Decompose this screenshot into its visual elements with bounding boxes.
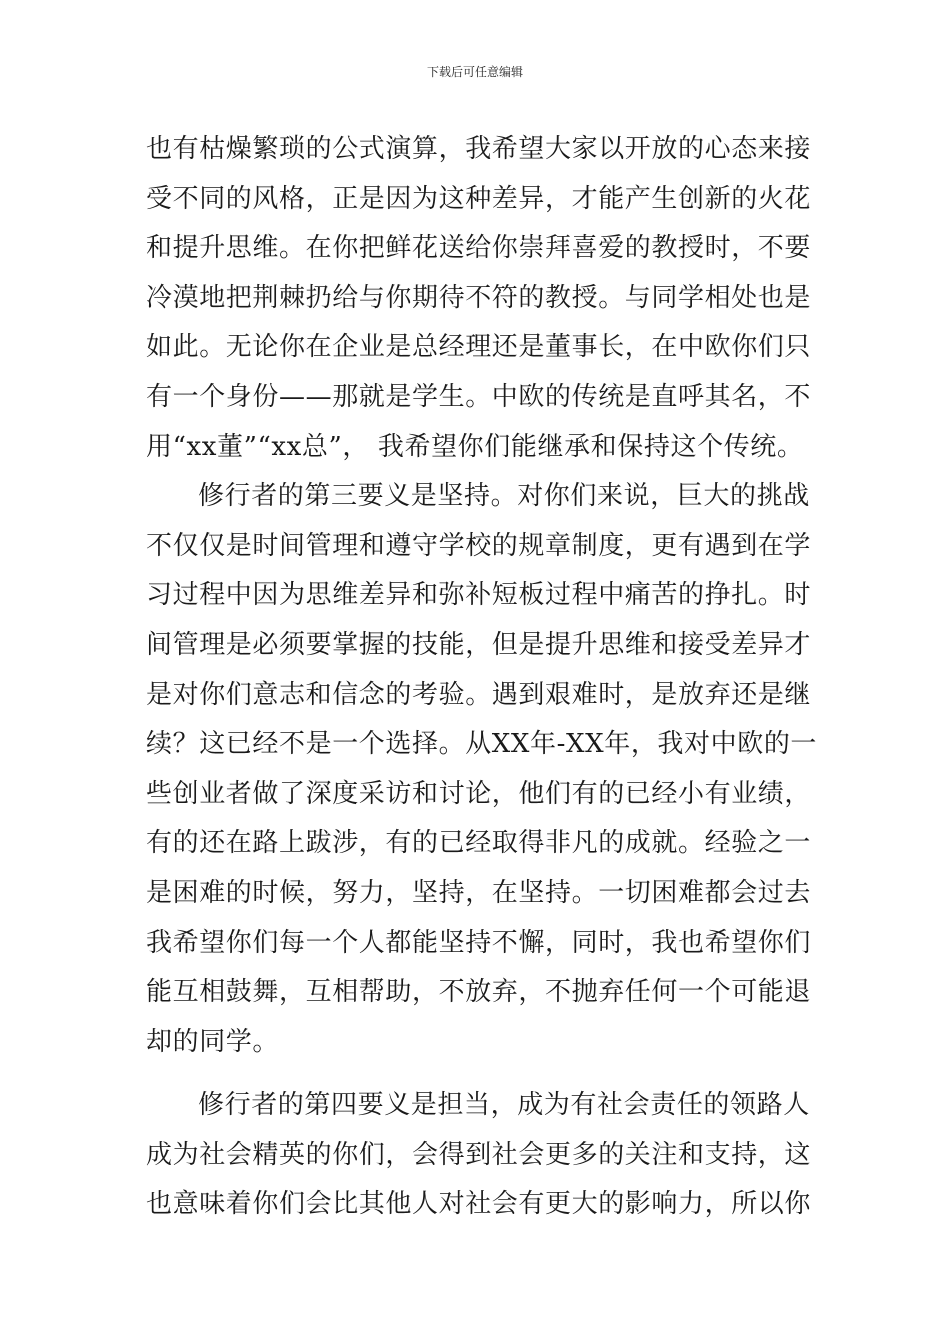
- text-line: 和提升思维。在你把鲜花送给你崇拜喜爱的教授时，不要: [146, 233, 812, 264]
- text-line: 成为社会精英的你们，会得到社会更多的关注和支持，这: [146, 1139, 812, 1170]
- text-line: 受不同的风格，正是因为这种差异，才能产生创新的火花: [146, 183, 812, 214]
- text-line: 些创业者做了深度采访和讨论，他们有的已经小有业绩，: [146, 778, 812, 809]
- text-line: 有一个身份——那就是学生。中欧的传统是直呼其名，不: [146, 381, 812, 412]
- text-line: 修行者的第三要义是坚持。对你们来说，巨大的挑战: [198, 481, 810, 512]
- text-line: 我希望你们每一个人都能坚持不懈，同时，我也希望你们: [146, 927, 812, 958]
- text-line: 是对你们意志和信念的考验。遇到艰难时，是放弃还是继: [146, 679, 812, 710]
- text-line: 能互相鼓舞，互相帮助，不放弃，不抛弃任何一个可能退: [146, 977, 812, 1008]
- text-line: 也有枯燥繁琐的公式演算，我希望大家以开放的心态来接: [146, 134, 812, 164]
- text-line: 也意味着你们会比其他人对社会有更大的影响力，所以你: [146, 1189, 812, 1220]
- text-line: 修行者的第四要义是担当，成为有社会责任的领路人: [198, 1090, 810, 1121]
- text-line: 用“xx董”“xx总”， 我希望你们能继承和保持这个传统。: [146, 431, 804, 462]
- text-line: 却的同学。: [146, 1026, 280, 1057]
- text-line: 有的还在路上跋涉，有的已经取得非凡的成就。经验之一: [146, 828, 812, 859]
- text-line: 不仅仅是时间管理和遵守学校的规章制度，更有遇到在学: [146, 530, 812, 561]
- paragraph-gap: [146, 1067, 826, 1081]
- text-line: 间管理是必须要掌握的技能，但是提升思维和接受差异才: [146, 629, 812, 660]
- page-header: 下载后可任意编辑: [426, 65, 523, 79]
- text-line: 冷漠地把荆棘扔给与你期待不符的教授。与同学相处也是: [146, 282, 812, 313]
- text-line: 习过程中因为思维差异和弥补短板过程中痛苦的挣扎。时: [146, 580, 812, 611]
- paragraph-2: [146, 472, 826, 1067]
- text-line: 如此。无论你在企业是总经理还是董事长，在中欧你们只: [146, 332, 812, 363]
- paragraph-3: [146, 1081, 826, 1230]
- text-line: 是困难的时候，努力，坚持，在坚持。一切困难都会过去: [146, 877, 812, 908]
- document-body: [146, 125, 826, 1230]
- paragraph-1: [146, 125, 826, 472]
- text-line: 续？这已经不是一个选择。从XX年-XX年，我对中欧的一: [146, 729, 818, 760]
